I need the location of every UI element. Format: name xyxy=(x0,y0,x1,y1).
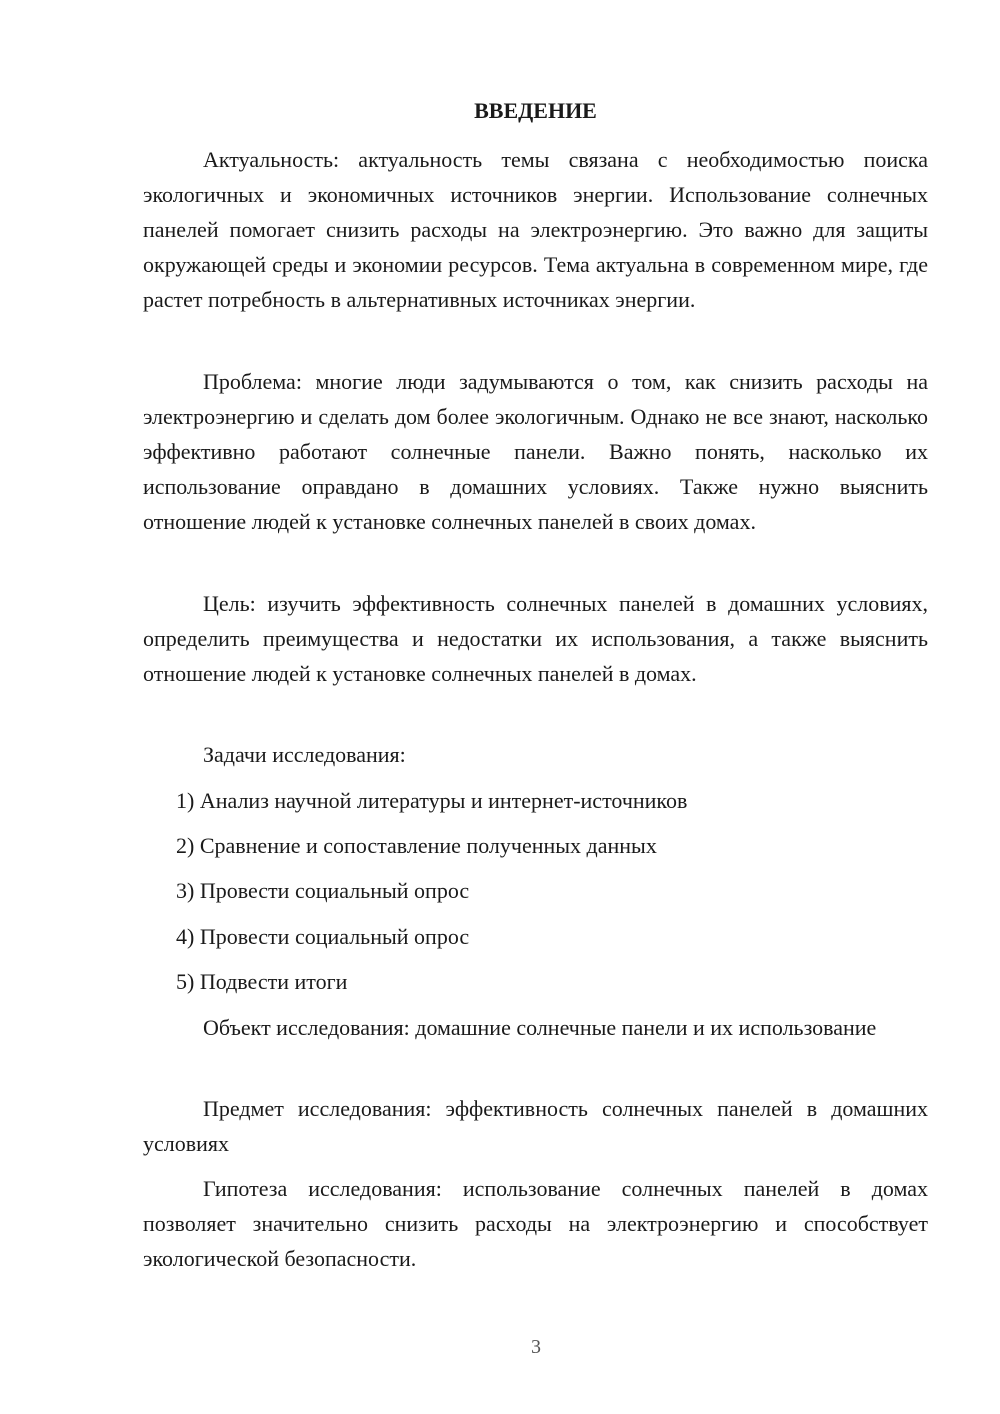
problem-paragraph: Проблема: многие люди задумываются о том, как снизить расходы на электроэнергию и сделать дом более экологичным. Однако не все знают, насколько эффективно работают солнечные панели. Важно понять, насколько их использование оправдано в домашних условиях. Также нужно выяснить отношение людей к установке солнечных панелей в своих домах. xyxy=(143,369,928,534)
object-paragraph: Объект исследования: домашние солнечные панели и их использование xyxy=(203,1015,877,1040)
task-item-3: 3) Провести социальный опрос xyxy=(176,878,470,903)
subject-paragraph: Предмет исследования: эффективность солнечных панелей в домашних условиях xyxy=(143,1096,928,1156)
section-heading: ВВЕДЕНИЕ xyxy=(474,98,597,123)
page-number: 3 xyxy=(531,1336,541,1358)
hypothesis-paragraph: Гипотеза исследования: использование солнечных панелей в домах позволяет значительно снизить расходы на электроэнергию и способствует экологической безопасности. xyxy=(143,1176,928,1271)
relevance-paragraph: Актуальность: актуальность темы связана с необходимостью поиска экологичных и экономичных источников энергии. Использование солнечных панелей помогает снизить расходы на электроэнергию. Это важно для защиты окружающей среды и экономии ресурсов. Тема актуальна в современном мире, где растет потребность в альтернативных источниках энергии. xyxy=(143,147,928,312)
goal-paragraph: Цель: изучить эффективность солнечных панелей в домашних условиях, определить преимущества и недостатки их использования, а также выяснить отношение людей к установке солнечных панелей в домах. xyxy=(143,591,928,686)
task-item-4: 4) Провести социальный опрос xyxy=(176,924,470,949)
task-item-2: 2) Сравнение и сопоставление полученных данных xyxy=(176,833,657,858)
task-item-1: 1) Анализ научной литературы и интернет-источников xyxy=(176,788,688,813)
tasks-title: Задачи исследования: xyxy=(203,742,406,767)
task-item-5: 5) Подвести итоги xyxy=(176,969,348,994)
